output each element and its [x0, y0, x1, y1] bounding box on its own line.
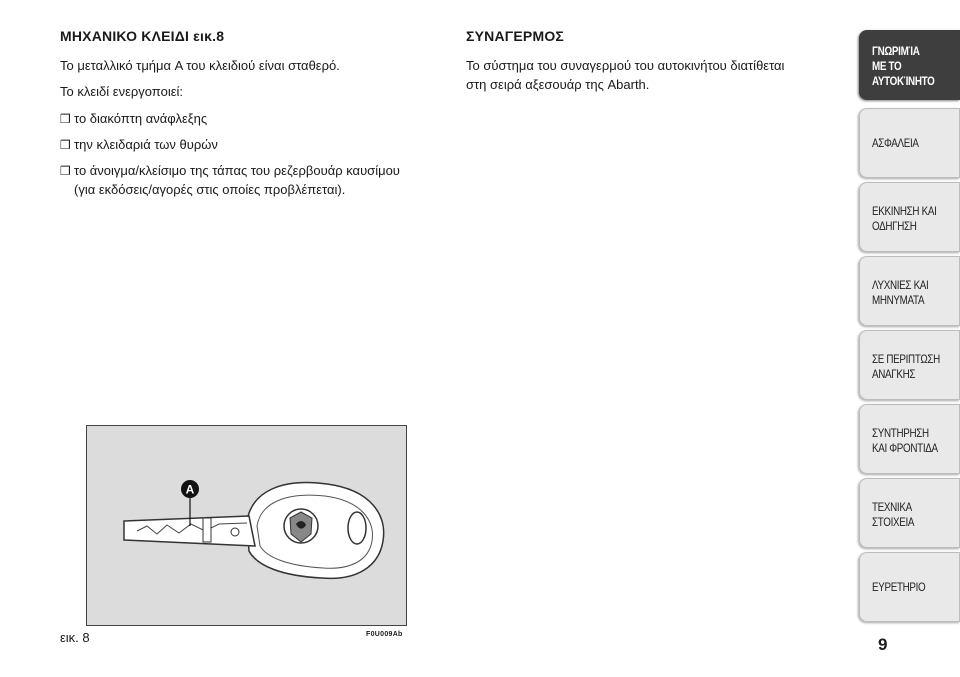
- tab-label: ΤΕΧΝΙΚΑ: [872, 500, 912, 514]
- bullet-box-icon: ❒: [60, 164, 71, 178]
- paragraph-key-metal-part: Το μεταλλικό τμήμα A του κλειδιού είναι σταθερό.: [60, 58, 340, 73]
- key-release-button: [348, 512, 366, 544]
- list-item-text: το άνοιγμα/κλείσιμο της τάπας του ρεζερβουάρ καυσίμου (για εκδόσεις/αγορές στις οποίες προβλέπεται).: [74, 163, 400, 197]
- tab-label: ΣΕ ΠΕΡΙΠΤΩΣΗ: [872, 352, 940, 366]
- figure-code: F0U009Ab: [366, 631, 403, 638]
- tab-technical-data[interactable]: [859, 478, 960, 548]
- tab-label: ΛΥΧΝΙΕΣ ΚΑΙ: [872, 278, 929, 292]
- paragraph-key-activates: Το κλειδί ενεργοποιεί:: [60, 84, 184, 99]
- list-item: [60, 135, 218, 155]
- figure-key-illustration: [86, 425, 407, 626]
- tab-label: ΚΑΙ ΦΡΟΝΤΙΔΑ: [872, 441, 938, 455]
- tab-warning-lights[interactable]: [859, 256, 960, 326]
- list-item-text: την κλειδαριά των θυρών: [74, 137, 218, 152]
- figure-caption: εικ. 8: [60, 630, 90, 645]
- tab-emergency[interactable]: [859, 330, 960, 400]
- section-heading-alarm: ΣΥΝΑΓΕΡΜΟΣ: [466, 28, 565, 44]
- bullet-box-icon: ❒: [60, 112, 71, 126]
- key-blade-collar: [203, 518, 211, 542]
- key-pin: [231, 528, 239, 536]
- paragraph-alarm-line2: στη σειρά αξεσουάρ της Abarth.: [466, 77, 650, 92]
- callout-label: A: [185, 482, 195, 497]
- tab-label: ΕΥΡΕΤΗΡΙΟ: [872, 580, 926, 594]
- list-item: [60, 161, 420, 197]
- tab-index[interactable]: [859, 552, 960, 622]
- tab-label: ΑΣΦΑΛΕΙΑ: [872, 136, 919, 150]
- bullet-box-icon: ❒: [60, 138, 71, 152]
- tab-starting-driving[interactable]: [859, 182, 960, 252]
- tab-label: ΟΔΗΓΗΣΗ: [872, 219, 917, 233]
- list-item: [60, 109, 208, 129]
- tab-label: ΜΗΝΥΜΑΤΑ: [872, 293, 925, 307]
- tab-label: ΜΕ ΤΟ: [872, 59, 902, 73]
- list-item-text: το διακόπτη ανάφλεξης: [74, 111, 208, 126]
- tab-safety[interactable]: [859, 108, 960, 178]
- tab-label: ΑΥΤΟΚΊΝΗΤΟ: [872, 74, 935, 88]
- paragraph-alarm-line1: Το σύστημα του συναγερμού του αυτοκινήτου διατίθεται: [466, 58, 785, 73]
- tab-label: ΑΝΑΓΚΗΣ: [872, 367, 916, 381]
- tab-label: ΓΝΩΡΙΜΊΑ: [872, 44, 920, 58]
- tab-label: ΕΚΚΙΝΗΣΗ ΚΑΙ: [872, 204, 937, 218]
- section-heading-mechanical-key: ΜΗΧΑΝΙΚΟ ΚΛΕΙΔΙ εικ.8: [60, 28, 225, 44]
- tab-maintenance-care[interactable]: [859, 404, 960, 474]
- page-number: 9: [878, 635, 888, 654]
- tab-label: ΣΤΟΙΧΕΙΑ: [872, 515, 915, 529]
- tab-label: ΣΥΝΤΗΡΗΣΗ: [872, 426, 929, 440]
- tab-getting-to-know-car[interactable]: [859, 30, 960, 100]
- key-illustration: [87, 426, 406, 625]
